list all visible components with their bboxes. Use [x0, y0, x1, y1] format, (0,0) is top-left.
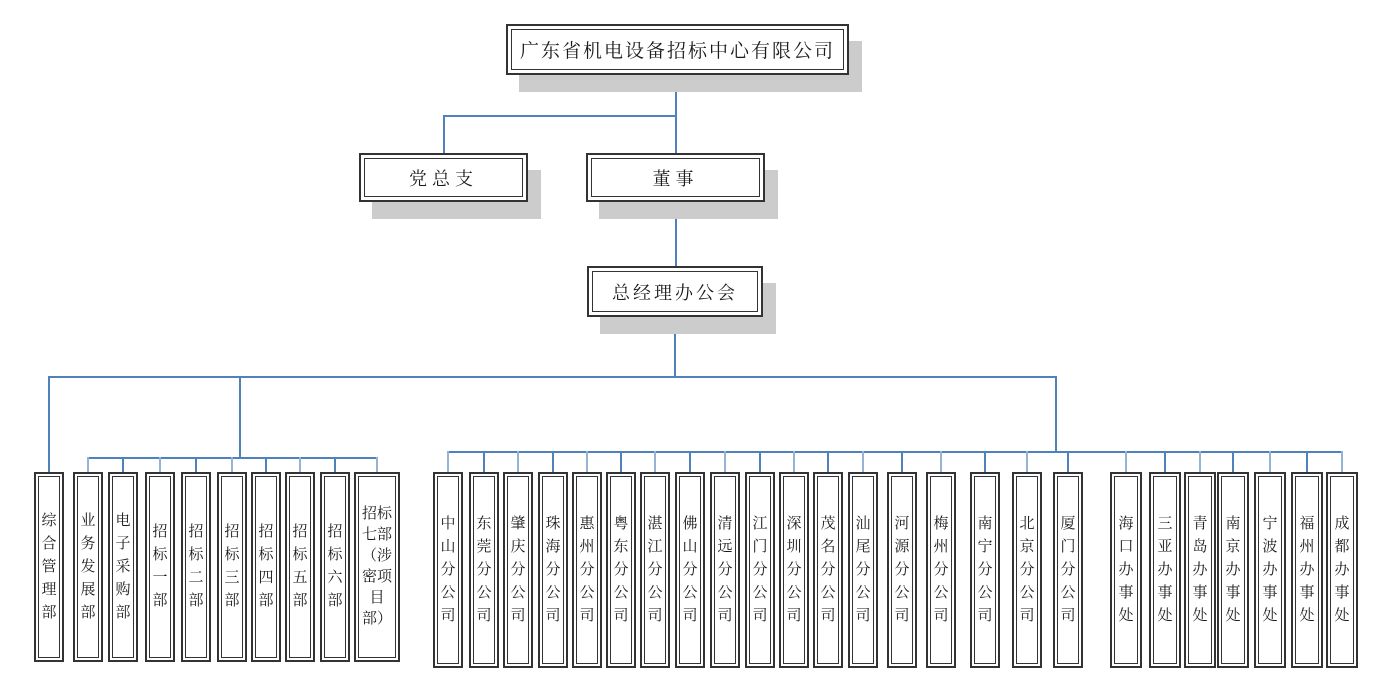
branch-box: [710, 472, 740, 668]
connector-drop: [1026, 451, 1028, 472]
gm-office-label: 总经理办公会: [592, 271, 758, 312]
office-box: [1254, 472, 1286, 668]
connector-line: [675, 202, 677, 266]
connector-drop: [517, 451, 519, 472]
connector-line: [675, 115, 677, 153]
branch-box: [1053, 472, 1083, 668]
connector-line: [443, 115, 445, 153]
branch-box: [745, 472, 775, 668]
connector-line: [443, 115, 677, 117]
connector-drop: [654, 451, 656, 472]
branch-box: [970, 472, 1000, 668]
dept-box: [251, 472, 281, 662]
dept-box: [108, 472, 138, 662]
branch-label: 湛江分公司: [647, 515, 663, 624]
dept-label: 招标一部: [152, 524, 168, 609]
dept-label: 招标五部: [292, 524, 308, 609]
connector-drop: [447, 451, 449, 472]
branch-box: [848, 472, 878, 668]
connector-line: [1055, 376, 1057, 453]
company-root-box: [506, 24, 849, 75]
branch-label: 惠州分公司: [579, 515, 595, 624]
connector-drop: [87, 457, 89, 472]
gm-office-box: [587, 266, 763, 317]
connector-drop: [586, 451, 588, 472]
branch-label: 清远分公司: [717, 515, 733, 624]
connector-line: [447, 451, 1343, 453]
branch-box: [503, 472, 533, 668]
dept-label: 招标四部: [258, 524, 274, 609]
connector-drop: [334, 457, 336, 472]
branch-label: 厦门分公司: [1060, 515, 1076, 624]
office-label: 南京办事处: [1225, 515, 1241, 624]
branch-box: [469, 472, 499, 668]
connector-drop: [552, 451, 554, 472]
board-label: 董事: [591, 158, 760, 197]
party-branch-label: 党总支: [364, 158, 523, 197]
dept-box: [285, 472, 315, 662]
branch-label: 汕尾分公司: [855, 515, 871, 624]
branch-label: 南宁分公司: [977, 515, 993, 624]
branch-label: 梅州分公司: [933, 515, 949, 624]
office-box: [1184, 472, 1216, 668]
dept-label: 电子采购部: [115, 512, 131, 621]
connector-drop: [299, 457, 301, 472]
connector-line: [48, 376, 50, 472]
office-box: [1110, 472, 1142, 668]
branch-box: [538, 472, 568, 668]
connector-drop: [122, 457, 124, 472]
connector-drop: [195, 457, 197, 472]
branch-box: [1012, 472, 1042, 668]
board-box: [586, 153, 765, 202]
connector-drop: [724, 451, 726, 472]
connector-drop: [793, 451, 795, 472]
branch-box: [779, 472, 809, 668]
office-label: 海口办事处: [1118, 515, 1134, 624]
office-label: 宁波办事处: [1262, 515, 1278, 624]
dept-box: [320, 472, 350, 662]
connector-drop: [689, 451, 691, 472]
office-box: [1326, 472, 1358, 668]
connector-line: [48, 376, 1057, 378]
office-box: [1291, 472, 1323, 668]
connector-line: [674, 317, 676, 377]
branch-box: [433, 472, 463, 668]
connector-drop: [1067, 451, 1069, 472]
dept-label: 招标二部: [188, 524, 204, 609]
dept-label: 招标六部: [327, 524, 343, 609]
branch-label: 北京分公司: [1019, 515, 1035, 624]
connector-drop: [827, 451, 829, 472]
connector-drop: [376, 457, 378, 472]
company-root-label: 广东省机电设备招标中心有限公司: [511, 29, 844, 70]
connector-line: [239, 376, 241, 459]
connector-drop: [1232, 451, 1234, 472]
branch-label: 东莞分公司: [476, 515, 492, 624]
branch-label: 粤东分公司: [613, 515, 629, 624]
branch-label: 珠海分公司: [545, 515, 561, 624]
connector-drop: [159, 457, 161, 472]
dept-label: 招标七部（涉密项目部）: [361, 506, 392, 627]
branch-box: [640, 472, 670, 668]
branch-label: 中山分公司: [440, 515, 456, 624]
dept-box: [354, 472, 400, 662]
connector-drop: [1306, 451, 1308, 472]
office-box: [1217, 472, 1249, 668]
connector-drop: [984, 451, 986, 472]
branch-box: [926, 472, 956, 668]
dept-box: [217, 472, 247, 662]
branch-label: 江门分公司: [752, 515, 768, 624]
branch-box: [675, 472, 705, 668]
connector-drop: [901, 451, 903, 472]
connector-drop: [862, 451, 864, 472]
dept-box: [181, 472, 211, 662]
branch-label: 佛山分公司: [682, 515, 698, 624]
branch-label: 河源分公司: [894, 515, 910, 624]
branch-box: [606, 472, 636, 668]
branch-label: 茂名分公司: [820, 515, 836, 624]
connector-drop: [1125, 451, 1127, 472]
dept-box: [34, 472, 64, 662]
office-box: [1149, 472, 1181, 668]
connector-drop: [759, 451, 761, 472]
connector-drop: [1341, 451, 1343, 472]
dept-label: 业务发展部: [80, 512, 96, 621]
office-label: 三亚办事处: [1157, 515, 1173, 624]
dept-box: [145, 472, 175, 662]
branch-box: [572, 472, 602, 668]
connector-drop: [1164, 451, 1166, 472]
dept-label: 综合管理部: [41, 512, 57, 621]
branch-label: 肇庆分公司: [510, 515, 526, 624]
dept-box: [73, 472, 103, 662]
connector-drop: [1199, 451, 1201, 472]
party-branch-box: [359, 153, 528, 202]
branch-box: [813, 472, 843, 668]
connector-drop: [940, 451, 942, 472]
connector-drop: [620, 451, 622, 472]
branch-box: [887, 472, 917, 668]
branch-label: 深圳分公司: [786, 515, 802, 624]
office-label: 青岛办事处: [1192, 515, 1208, 624]
office-label: 成都办事处: [1334, 515, 1350, 624]
connector-drop: [483, 451, 485, 472]
office-label: 福州办事处: [1299, 515, 1315, 624]
connector-drop: [1269, 451, 1271, 472]
connector-drop: [265, 457, 267, 472]
connector-drop: [231, 457, 233, 472]
connector-line: [675, 75, 677, 116]
dept-label: 招标三部: [224, 524, 240, 609]
